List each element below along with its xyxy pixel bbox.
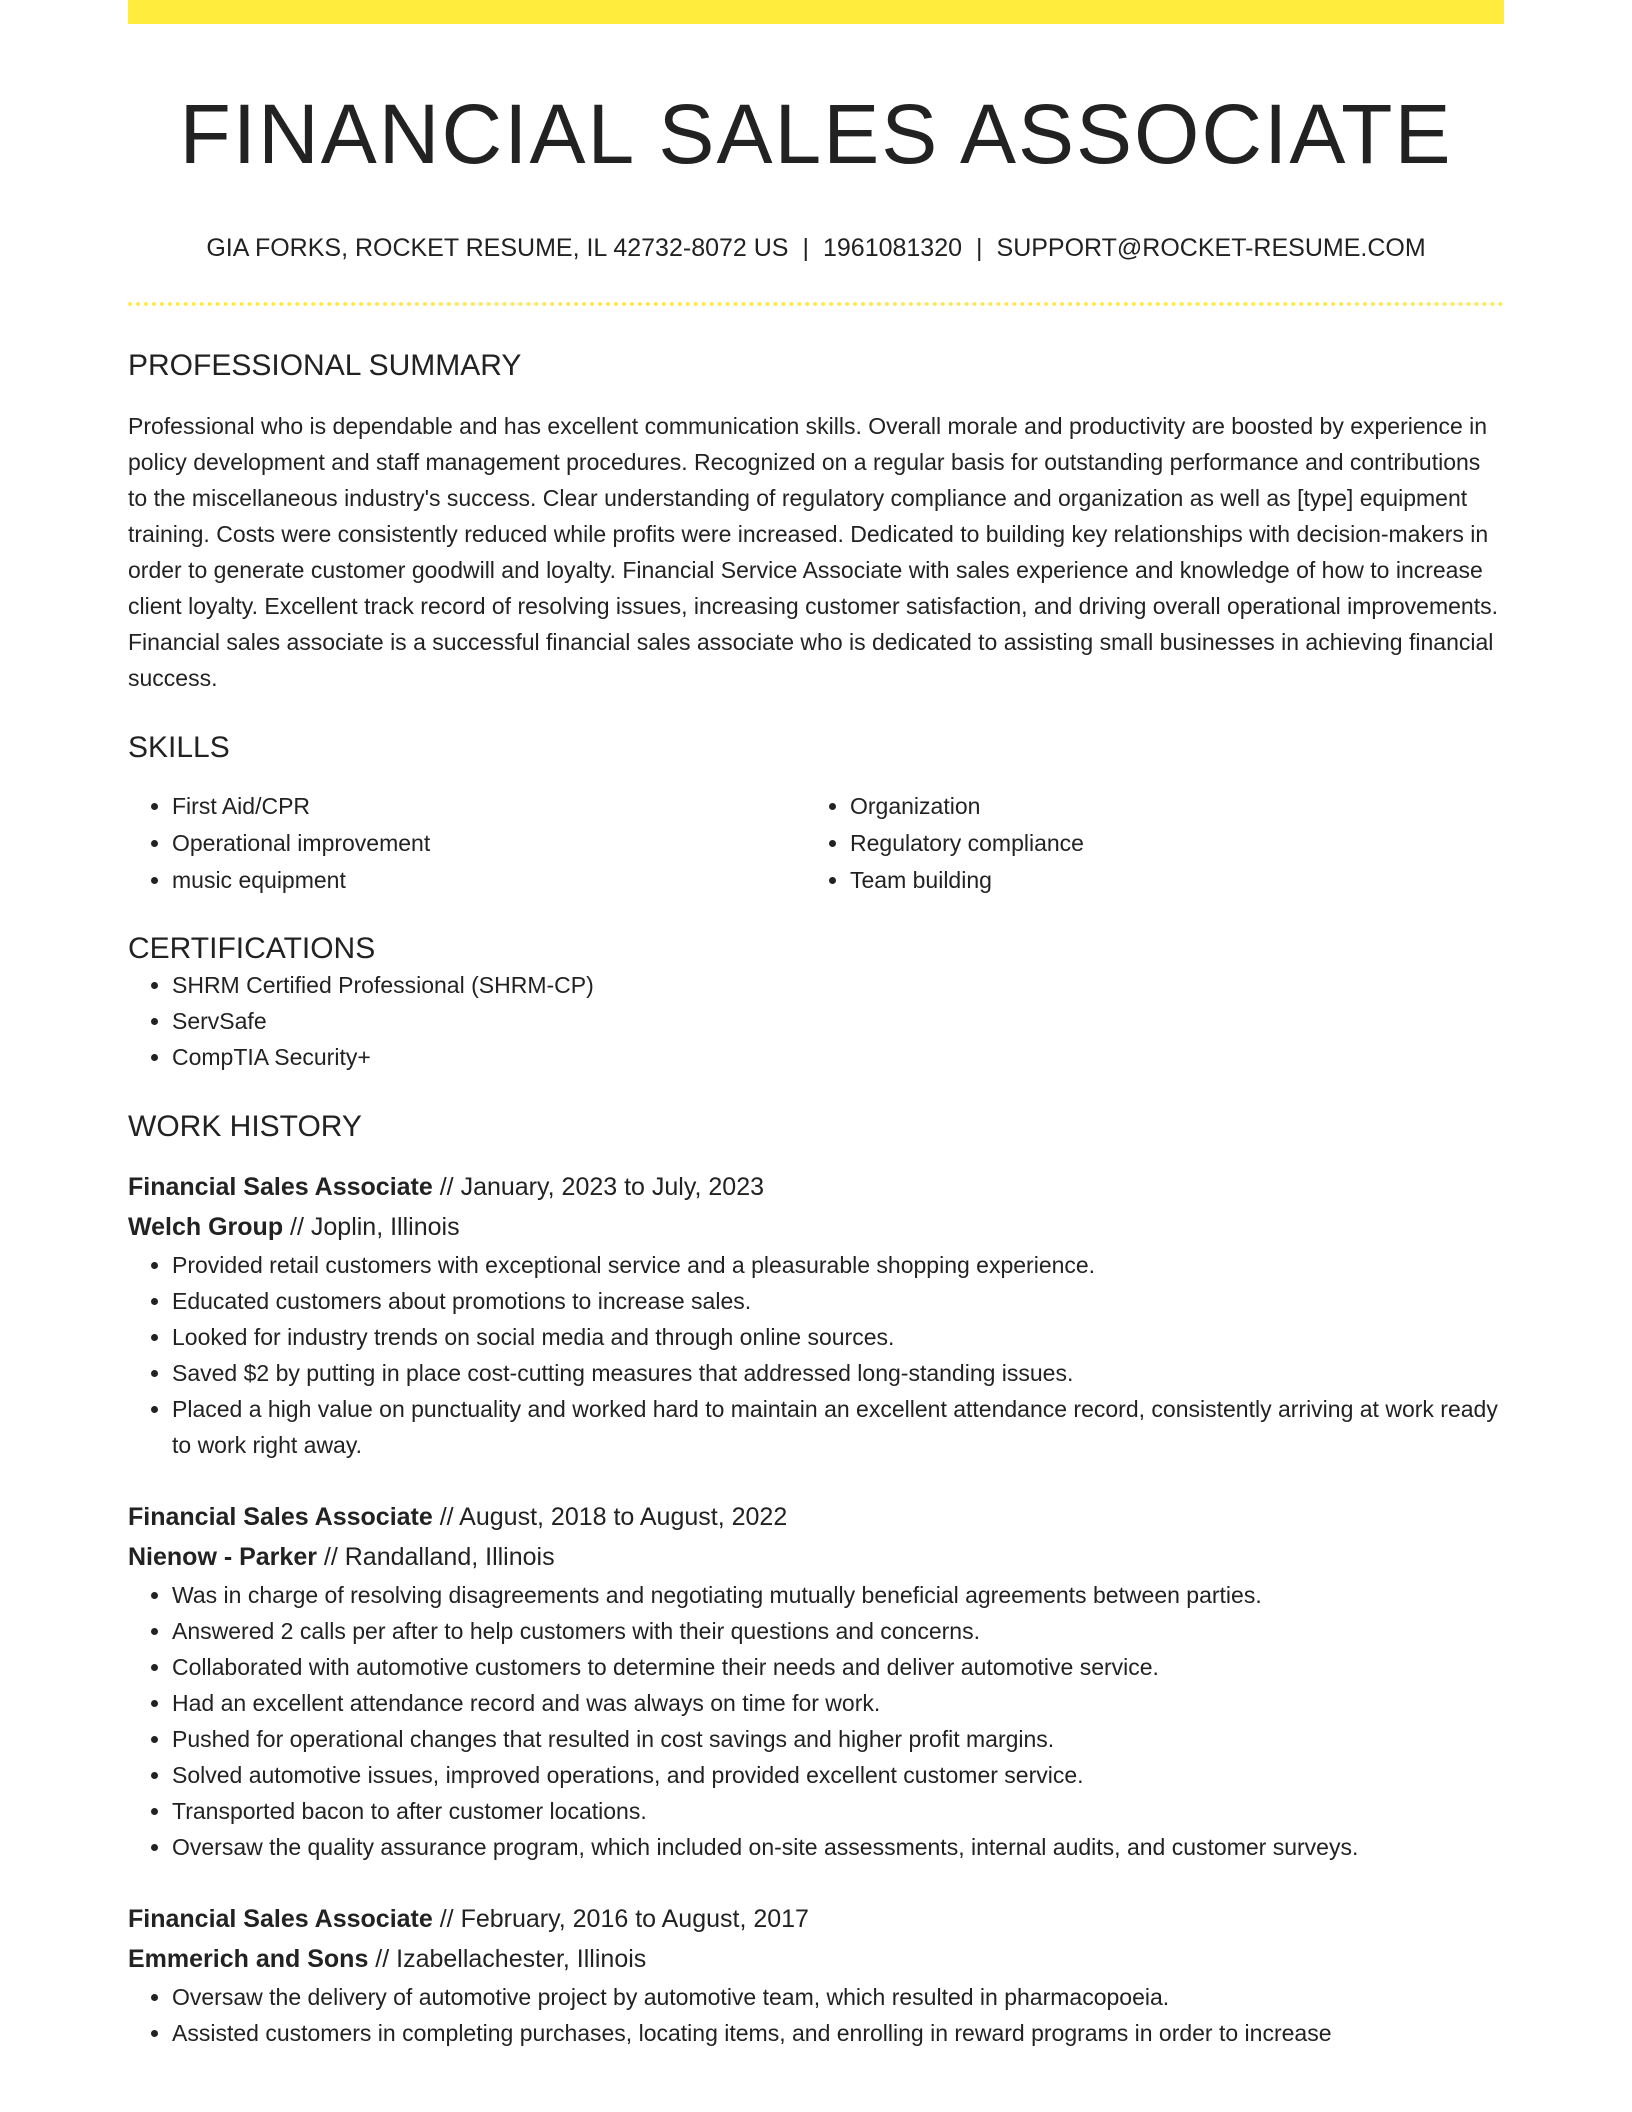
certification-item: • SHRM Certified Professional (SHRM-CP) xyxy=(172,967,1504,1003)
job-company-line xyxy=(128,1537,1504,1577)
certifications-heading: CERTIFICATIONS xyxy=(128,932,376,965)
summary-heading: PROFESSIONAL SUMMARY xyxy=(128,349,522,382)
job-bullet: • Placed a high value on punctuality and worked hard to maintain an excellent attendance record, consistently arriving at work ready to work right away. xyxy=(172,1391,1504,1463)
certifications-list xyxy=(128,967,1504,1075)
job-company: Emmerich and Sons xyxy=(128,1945,369,1973)
job-role: Financial Sales Associate xyxy=(128,1503,433,1531)
job-bullets xyxy=(128,1979,1504,2051)
job-bullet: • Had an excellent attendance record and was always on time for work. xyxy=(172,1685,1504,1721)
job-bullet: • Oversaw the quality assurance program, which included on-site assessments, internal audits, and customer surveys. xyxy=(172,1829,1504,1865)
contact-line xyxy=(128,232,1504,264)
job-bullet: • Was in charge of resolving disagreements and negotiating mutually beneficial agreements between parties. xyxy=(172,1577,1504,1613)
job-bullet: • Assisted customers in completing purchases, locating items, and enrolling in reward programs in order to increase xyxy=(172,2015,1504,2051)
job-bullet: • Oversaw the delivery of automotive project by automotive team, which resulted in pharmacopoeia. xyxy=(172,1979,1504,2015)
certification-item: • ServSafe xyxy=(172,1003,1504,1039)
job-bullet: • Saved $2 by putting in place cost-cutting measures that addressed long-standing issues. xyxy=(172,1355,1504,1391)
contact-email: SUPPORT@ROCKET-RESUME.COM xyxy=(996,234,1426,262)
skill-item: • music equipment xyxy=(172,862,806,899)
job-bullet: • Solved automotive issues, improved operations, and provided excellent customer service. xyxy=(172,1757,1504,1793)
job-company-line xyxy=(128,1207,1504,1247)
skill-item: • Team building xyxy=(850,862,1484,899)
dotted-divider xyxy=(128,302,1504,306)
job-title-line xyxy=(128,1497,1504,1537)
contact-separator: | xyxy=(976,234,983,262)
job-title-line xyxy=(128,1899,1504,1939)
skills-list-right xyxy=(806,788,1484,899)
skills-list-left xyxy=(128,788,806,899)
contact-phone: 1961081320 xyxy=(822,234,963,262)
job-location: // Randalland, Illinois xyxy=(316,1543,555,1571)
job-company: Welch Group xyxy=(128,1213,284,1241)
job-company: Nienow - Parker xyxy=(128,1543,317,1571)
skills-section xyxy=(128,730,1504,899)
job-entry xyxy=(128,1167,1504,1463)
job-role: Financial Sales Associate xyxy=(128,1173,433,1201)
job-dates: // February, 2016 to August, 2017 xyxy=(432,1905,809,1933)
job-bullets xyxy=(128,1577,1504,1865)
job-company-line xyxy=(128,1939,1504,1979)
skill-item: • Organization xyxy=(850,788,1484,825)
skills-column-right xyxy=(806,788,1484,899)
skills-column-left xyxy=(128,788,806,899)
skill-item: • Regulatory compliance xyxy=(850,825,1484,862)
job-bullet: • Looked for industry trends on social media and through online sources. xyxy=(172,1319,1504,1355)
work-history-heading: WORK HISTORY xyxy=(128,1110,362,1143)
summary-section xyxy=(128,348,1504,696)
job-bullet: • Educated customers about promotions to increase sales. xyxy=(172,1283,1504,1319)
contact-address: GIA FORKS, ROCKET RESUME, IL 42732-8072 US xyxy=(206,234,789,262)
skill-item: • First Aid/CPR xyxy=(172,788,806,825)
skills-grid xyxy=(128,788,1504,899)
contact-separator: | xyxy=(802,234,809,262)
skill-item: • Operational improvement xyxy=(172,825,806,862)
job-role: Financial Sales Associate xyxy=(128,1905,433,1933)
certifications-section xyxy=(128,931,1504,1075)
job-title-line xyxy=(128,1167,1504,1207)
job-bullet: • Provided retail customers with exceptional service and a pleasurable shopping experience. xyxy=(172,1247,1504,1283)
job-bullet: • Answered 2 calls per after to help customers with their questions and concerns. xyxy=(172,1613,1504,1649)
job-location: // Izabellachester, Illinois xyxy=(368,1945,647,1973)
job-bullet: • Collaborated with automotive customers to determine their needs and deliver automotive service. xyxy=(172,1649,1504,1685)
certification-item: • CompTIA Security+ xyxy=(172,1039,1504,1075)
job-dates: // August, 2018 to August, 2022 xyxy=(432,1503,788,1531)
accent-bar xyxy=(128,0,1504,24)
job-dates: // January, 2023 to July, 2023 xyxy=(432,1173,765,1201)
summary-text: Professional who is dependable and has excellent communication skills. Overall morale and productivity are boosted by experience in policy development and staff management procedures. Recognized on a regular basis for outstanding performance and contributions to the miscellaneous industry's success. Clear understanding of regulatory compliance and organization as well as [type] equipment training. Costs were consistently reduced while profits were increased. Dedicated to building key relationships with decision-makers in order to generate customer goodwill and loyalty. Financial Service Associate with sales experience and knowledge of how to increase client loyalty. Excellent track record of resolving issues, increasing customer satisfaction, and driving overall operational improvements. Financial sales associate is a successful financial sales associate who is dedicated to assisting small businesses in achieving financial success. xyxy=(128,413,1498,691)
job-bullets xyxy=(128,1247,1504,1463)
job-entry xyxy=(128,1497,1504,1865)
job-bullet: • Pushed for operational changes that resulted in cost savings and higher profit margins. xyxy=(172,1721,1504,1757)
work-history-section xyxy=(128,1109,1504,2051)
job-entry xyxy=(128,1899,1504,2051)
job-bullet: • Transported bacon to after customer locations. xyxy=(172,1793,1504,1829)
skills-heading: SKILLS xyxy=(128,731,230,764)
job-location: // Joplin, Illinois xyxy=(283,1213,460,1241)
resume-page xyxy=(128,0,1504,2051)
page-title: FINANCIAL SALES ASSOCIATE xyxy=(179,87,1453,181)
